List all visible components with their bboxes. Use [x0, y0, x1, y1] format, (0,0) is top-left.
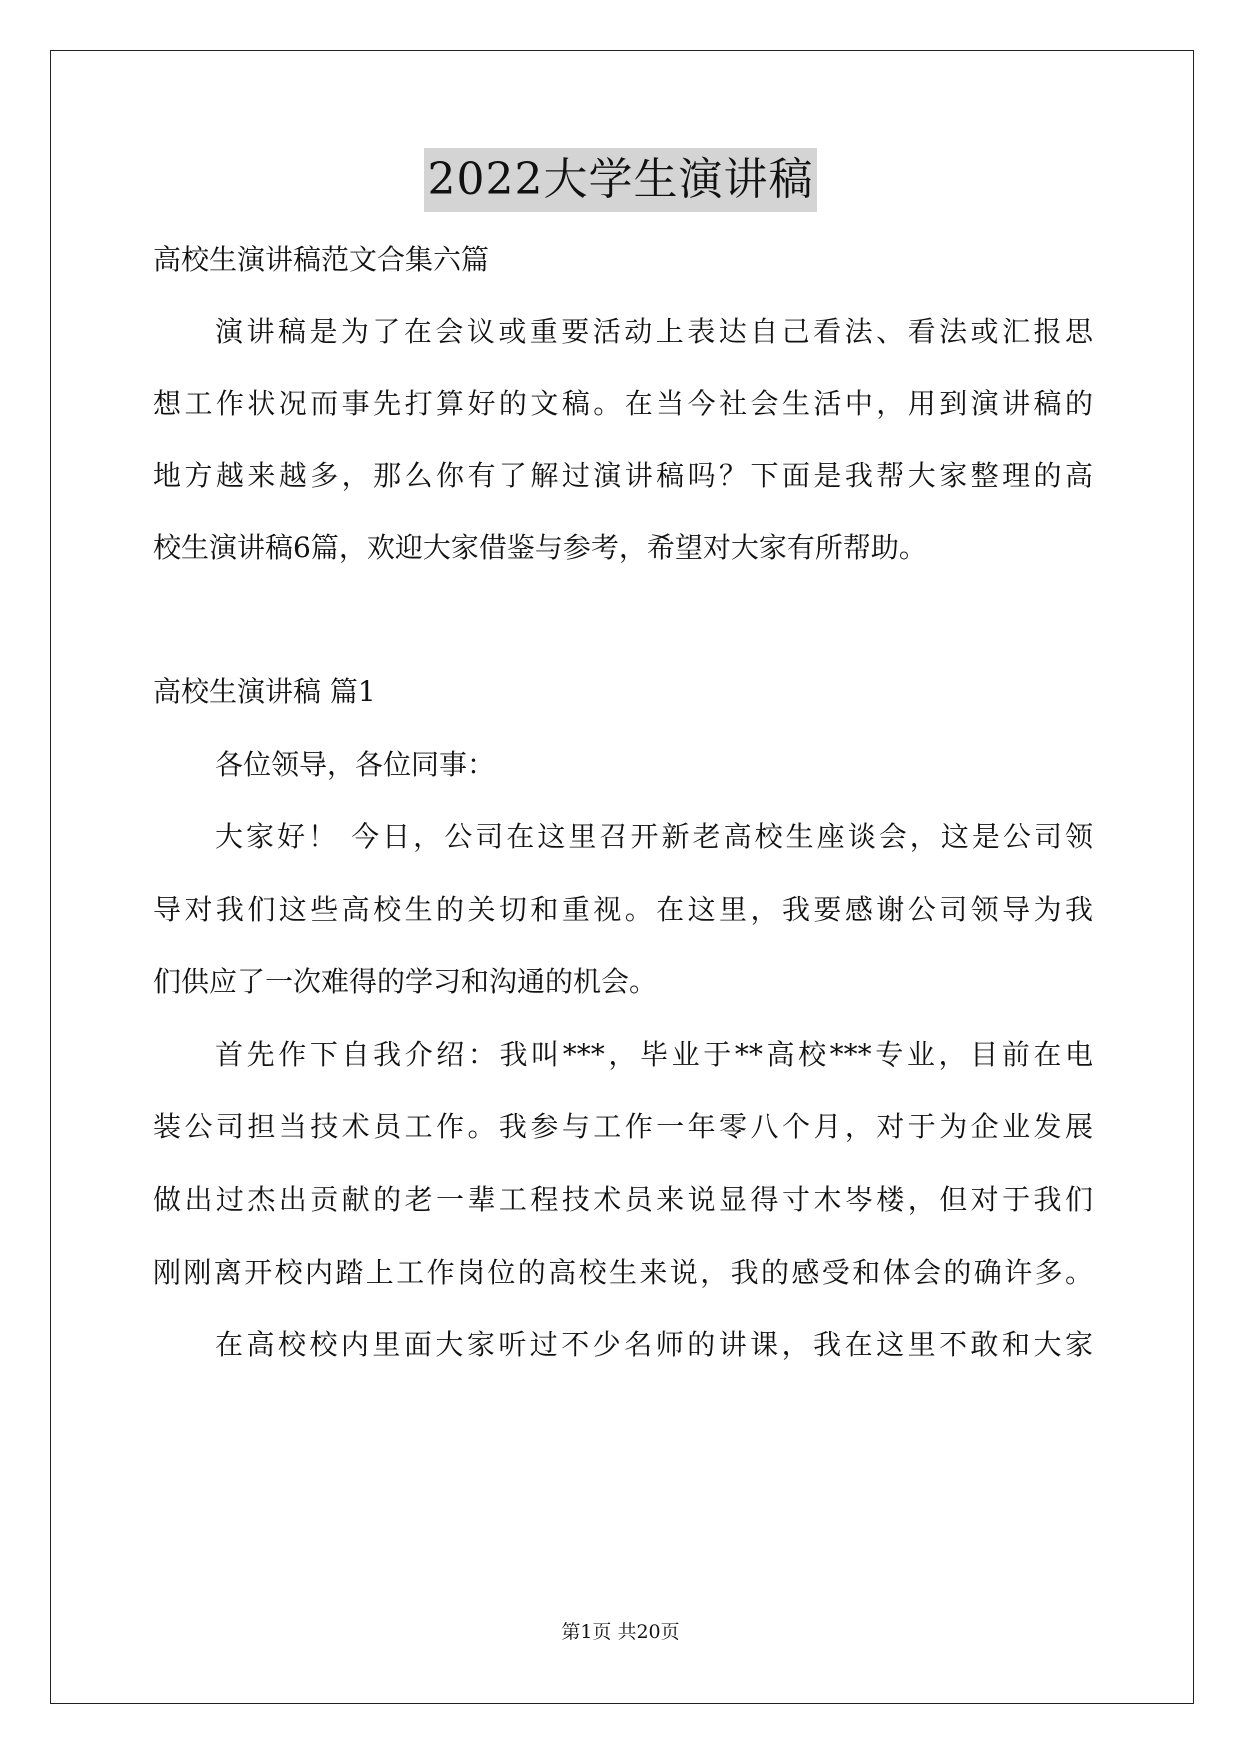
paragraph-line: 刚刚离开校内踏上工作岗位的高校生来说，我的感受和体会的确许多。: [153, 1256, 1093, 1289]
paragraph-line: 们供应了一次难得的学习和沟通的机会。: [153, 965, 658, 998]
paragraph-line: 首先作下自我介绍：我叫***，毕业于**高校***专业，目前在电: [215, 1038, 1093, 1071]
paragraph-line: 装公司担当技术员工作。我参与工作一年零八个月，对于为企业发展: [153, 1110, 1093, 1143]
paragraph-line: 导对我们这些高校生的关切和重视。在这里，我要感谢公司领导为我: [153, 893, 1093, 926]
page-border: [50, 50, 1194, 1704]
paragraph-line: 各位领导，各位同事：: [215, 748, 496, 781]
section-heading: 高校生演讲稿 篇1: [153, 675, 376, 708]
title-container: [0, 148, 1241, 212]
paragraph-line: 做出过杰出贡献的老一辈工程技术员来说显得寸木岑楼，但对于我们: [153, 1183, 1093, 1216]
paragraph-line: 演讲稿是为了在会议或重要活动上表达自己看法、看法或汇报思: [215, 315, 1093, 348]
paragraph-line: 想工作状况而事先打算好的文稿。在当今社会生活中，用到演讲稿的: [153, 387, 1093, 420]
paragraph-line: 地方越来越多，那么你有了解过演讲稿吗？下面是我帮大家整理的高: [153, 459, 1093, 492]
paragraph-line: 在高校校内里面大家听过不少名师的讲课，我在这里不敢和大家: [215, 1328, 1093, 1361]
paragraph-line: 大家好！ 今日，公司在这里召开新老高校生座谈会，这是公司领: [215, 820, 1093, 853]
paragraph-line: 校生演讲稿6篇，欢迎大家借鉴与参考，希望对大家有所帮助。: [153, 531, 927, 564]
page-footer: 第1页 共20页: [561, 1621, 680, 1643]
document-title: 2022大学生演讲稿: [424, 148, 818, 212]
subtitle-line: 高校生演讲稿范文合集六篇: [153, 243, 490, 276]
